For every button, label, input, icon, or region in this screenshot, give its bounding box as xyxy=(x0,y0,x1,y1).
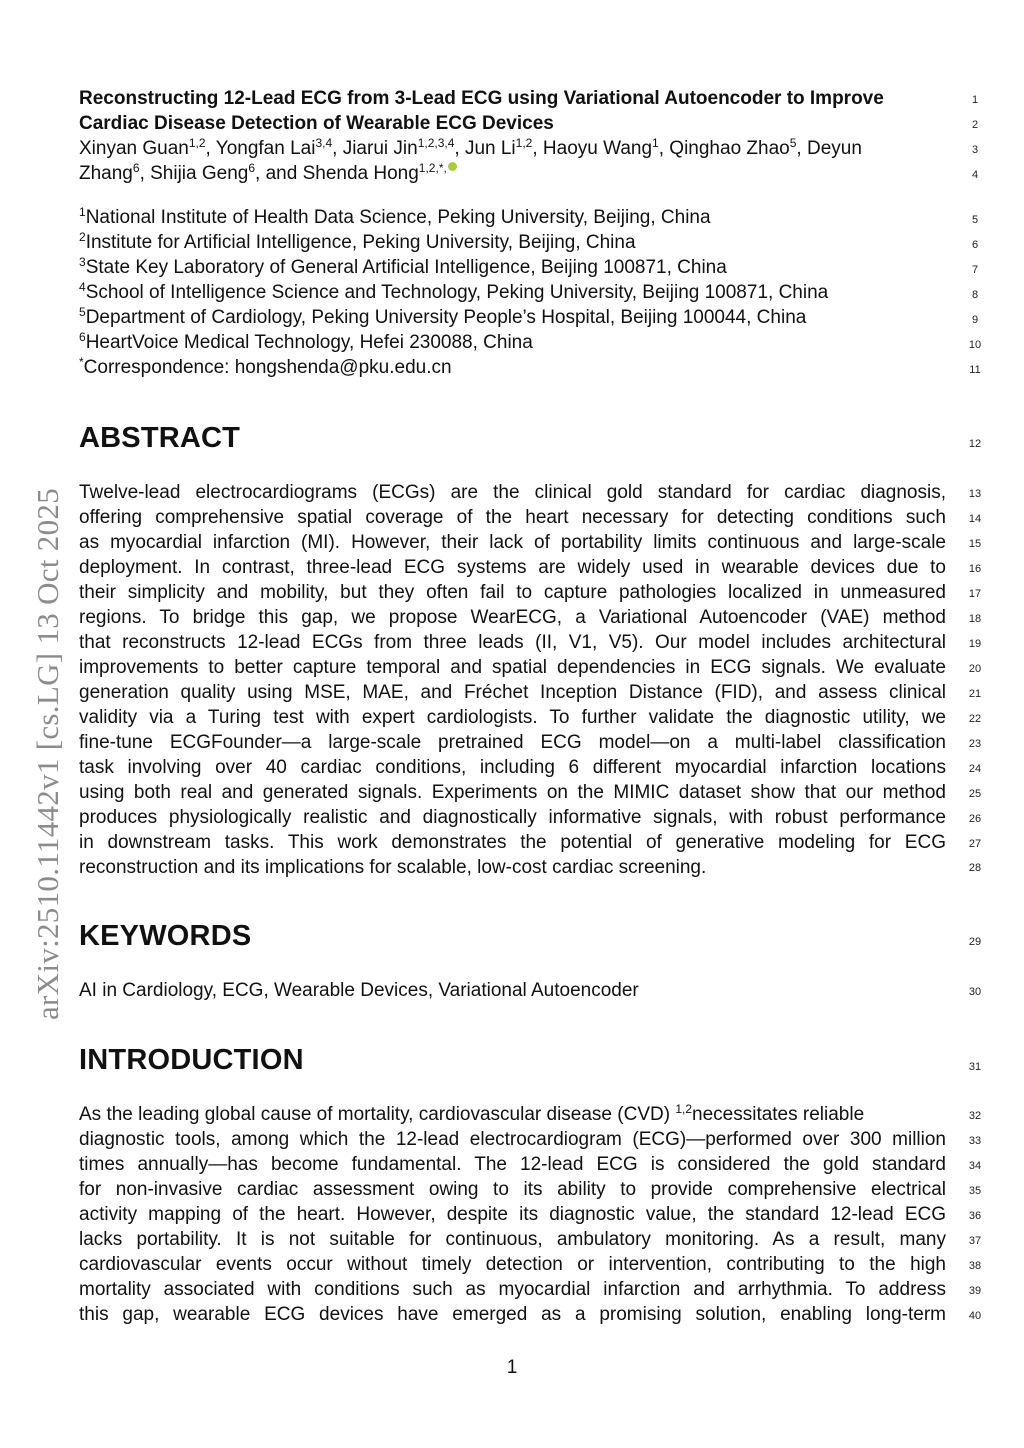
abstract-line: their simplicity and mobility, but they often fail to capture pathologies localized in unmeasured xyxy=(79,582,946,603)
intro-line: times annually—has become fundamental. The 12-lead ECG is considered the gold standard xyxy=(79,1154,946,1175)
abstract-line: as myocardial infarction (MI). However, their lack of portability limits continuous and large-scale xyxy=(79,532,946,553)
title-line-1: Reconstructing 12-Lead ECG from 3-Lead ECG using Variational Autoencoder to Improve xyxy=(79,88,884,109)
line-number: 20 xyxy=(968,663,982,675)
orcid-icon[interactable] xyxy=(448,162,457,171)
abstract-line: task involving over 40 cardiac conditions, including 6 different myocardial infarction locations xyxy=(79,757,946,778)
abstract-line: regions. To bridge this gap, we propose WearECG, a Variational Autoencoder (VAE) method xyxy=(79,607,946,628)
intro-line: cardiovascular events occur without timely detection or intervention, contributing to the high xyxy=(79,1254,946,1275)
author-affil-sup: 1,2 xyxy=(515,136,533,150)
author: Haoyu Wang xyxy=(542,138,653,159)
author: and Shenda Hong xyxy=(265,163,419,184)
keywords-text: AI in Cardiology, ECG, Wearable Devices, Variational Autoencoder xyxy=(79,980,639,1001)
author: Jiarui Jin xyxy=(342,138,418,159)
line-number: 4 xyxy=(971,169,979,181)
line-number: 33 xyxy=(968,1135,982,1147)
abstract-line: generation quality using MSE, MAE, and Fréchet Inception Distance (FID), and assess clinical xyxy=(79,682,946,703)
line-number: 13 xyxy=(968,488,982,500)
line-number: 2 xyxy=(971,119,979,131)
line-number: 36 xyxy=(968,1210,982,1222)
affiliation: $^1$National Institute of Health Data Science, Peking University, Beijing, China xyxy=(79,205,711,228)
introduction-heading: INTRODUCTION xyxy=(79,1044,304,1076)
line-number: 22 xyxy=(968,713,982,725)
author-affil-sup: 6 xyxy=(132,161,140,175)
line-number: 18 xyxy=(968,613,982,625)
line-number: 26 xyxy=(968,813,982,825)
intro-line: this gap, wearable ECG devices have emerged as a promising solution, enabling long-term xyxy=(79,1304,946,1325)
page-number: 1 xyxy=(506,1357,518,1378)
abstract-line: using both real and generated signals. Experiments on the MIMIC dataset show that our method xyxy=(79,782,946,803)
line-number: 39 xyxy=(968,1285,982,1297)
citation-sup[interactable]: 1,2 xyxy=(675,1102,693,1116)
affiliation: $^6$HeartVoice Medical Technology, Hefei 230088, China xyxy=(79,330,533,353)
line-number: 19 xyxy=(968,638,982,650)
affiliation: $^3$State Key Laboratory of General Artificial Intelligence, Beijing 100871, China xyxy=(79,255,727,278)
line-number: 5 xyxy=(971,214,979,226)
line-number: 23 xyxy=(968,738,982,750)
author: Xinyan Guan xyxy=(79,138,189,159)
line-number: 8 xyxy=(971,289,979,301)
author-affil-sup: 1,2 xyxy=(188,136,206,150)
author-affil-sup: 6 xyxy=(248,161,256,175)
author: Qinghao Zhao xyxy=(669,138,790,159)
abstract-line: that reconstructs 12-lead ECGs from three leads (II, V1, V5). Our model includes architectural xyxy=(79,632,946,653)
line-number: 15 xyxy=(968,538,982,550)
intro-line: mortality associated with conditions such as myocardial infarction and arrhythmia. To address xyxy=(79,1279,946,1300)
abstract-line: produces physiologically realistic and diagnostically informative signals, with robust performance xyxy=(79,807,946,828)
line-number: 14 xyxy=(968,513,982,525)
abstract-line: deployment. In contrast, three-lead ECG systems are widely used in wearable devices due to xyxy=(79,557,946,578)
line-number: 25 xyxy=(968,788,982,800)
author-affil-sup: 5 xyxy=(789,136,797,150)
line-number: 37 xyxy=(968,1235,982,1247)
author-affil-sup: 1,2,*, xyxy=(418,161,447,175)
line-number: 6 xyxy=(971,239,979,251)
abstract-line: reconstruction and its implications for scalable, low-cost cardiac screening. xyxy=(79,857,707,878)
author: Shijia Geng xyxy=(150,163,249,184)
author-affil-sup: 1,2,3,4 xyxy=(417,136,455,150)
author: Yongfan Lai xyxy=(215,138,316,159)
intro-line: lacks portability. It is not suitable for continuous, ambulatory monitoring. As a result, many xyxy=(79,1229,946,1250)
line-number: 17 xyxy=(968,588,982,600)
line-number: 1 xyxy=(971,94,979,106)
line-number: 29 xyxy=(968,936,982,948)
abstract-line: fine-tune ECGFounder—a large-scale pretrained ECG model—on a multi-label classification xyxy=(79,732,946,753)
line-number: 32 xyxy=(968,1110,982,1122)
affiliation: $^4$School of Intelligence Science and Technology, Peking University, Beijing 100871, China xyxy=(79,280,829,303)
line-number: 16 xyxy=(968,563,982,575)
abstract-line: offering comprehensive spatial coverage of the heart necessary for detecting conditions such xyxy=(79,507,946,528)
author-affil-sup: 3,4 xyxy=(315,136,333,150)
line-number: 35 xyxy=(968,1185,982,1197)
abstract-heading: ABSTRACT xyxy=(79,422,241,454)
line-number: 40 xyxy=(968,1310,982,1322)
authors-line-1: Xinyan Guan$^{1,2}$, Yongfan Lai$^{3,4}$, Jiarui Jin$^{1,2,3,4}$, Jun Li$^{1,2}$, Haoyu Wang$^1$, Qinghao Zhao$^5$, Deyun xyxy=(79,136,862,159)
intro-line: As the leading global cause of mortality, cardiovascular disease (CVD) $^{1,2}$necessitates reliable xyxy=(79,1102,865,1125)
intro-line: diagnostic tools, among which the 12-lead electrocardiogram (ECG)—performed over 300 million xyxy=(79,1129,946,1150)
correspondence: *Correspondence: hongshenda@pku.edu.cn xyxy=(79,355,452,378)
intro-line: for non-invasive cardiac assessment owing to its ability to provide comprehensive electrical xyxy=(79,1179,946,1200)
affiliation: $^5$Department of Cardiology, Peking University People’s Hospital, Beijing 100044, China xyxy=(79,305,807,328)
intro-line: activity mapping of the heart. However, despite its diagnostic value, the standard 12-lead ECG xyxy=(79,1204,946,1225)
line-number: 24 xyxy=(968,763,982,775)
abstract-line: Twelve-lead electrocardiograms (ECGs) are the clinical gold standard for cardiac diagnosis, xyxy=(79,482,946,503)
title-line-2: Cardiac Disease Detection of Wearable ECG Devices xyxy=(79,113,554,134)
line-number: 28 xyxy=(968,862,982,874)
line-number: 38 xyxy=(968,1260,982,1272)
line-number: 27 xyxy=(968,838,982,850)
abstract-line: validity via a Turing test with expert cardiologists. To further validate the diagnostic utility, we xyxy=(79,707,946,728)
line-number: 11 xyxy=(969,364,981,376)
line-number: 12 xyxy=(968,438,982,450)
author-affil-sup: 1 xyxy=(652,136,659,150)
line-number: 3 xyxy=(971,144,979,156)
arxiv-identifier[interactable]: arXiv:2510.11442v1 [cs.LG] 13 Oct 2025 xyxy=(30,488,65,1020)
author: Deyun xyxy=(806,138,862,159)
line-number: 31 xyxy=(968,1061,982,1073)
author: Jun Li xyxy=(464,138,516,159)
author: Zhang xyxy=(79,163,133,184)
line-number: 21 xyxy=(968,688,982,700)
line-number: 9 xyxy=(971,314,979,326)
keywords-heading: KEYWORDS xyxy=(79,920,252,952)
line-number: 10 xyxy=(968,339,982,351)
abstract-line: in downstream tasks. This work demonstrates the potential of generative modeling for ECG xyxy=(79,832,946,853)
authors-line-2: Zhang$^6$, Shijia Geng$^6$, and Shenda Hong$^{1,2,*,}$ xyxy=(79,161,946,186)
line-number: 30 xyxy=(968,986,982,998)
line-number: 34 xyxy=(968,1160,982,1172)
line-number: 7 xyxy=(971,264,979,276)
abstract-line: improvements to better capture temporal and spatial dependencies in ECG signals. We evaluate xyxy=(79,657,946,678)
affiliation: $^2$Institute for Artificial Intelligence, Peking University, Beijing, China xyxy=(79,230,636,253)
